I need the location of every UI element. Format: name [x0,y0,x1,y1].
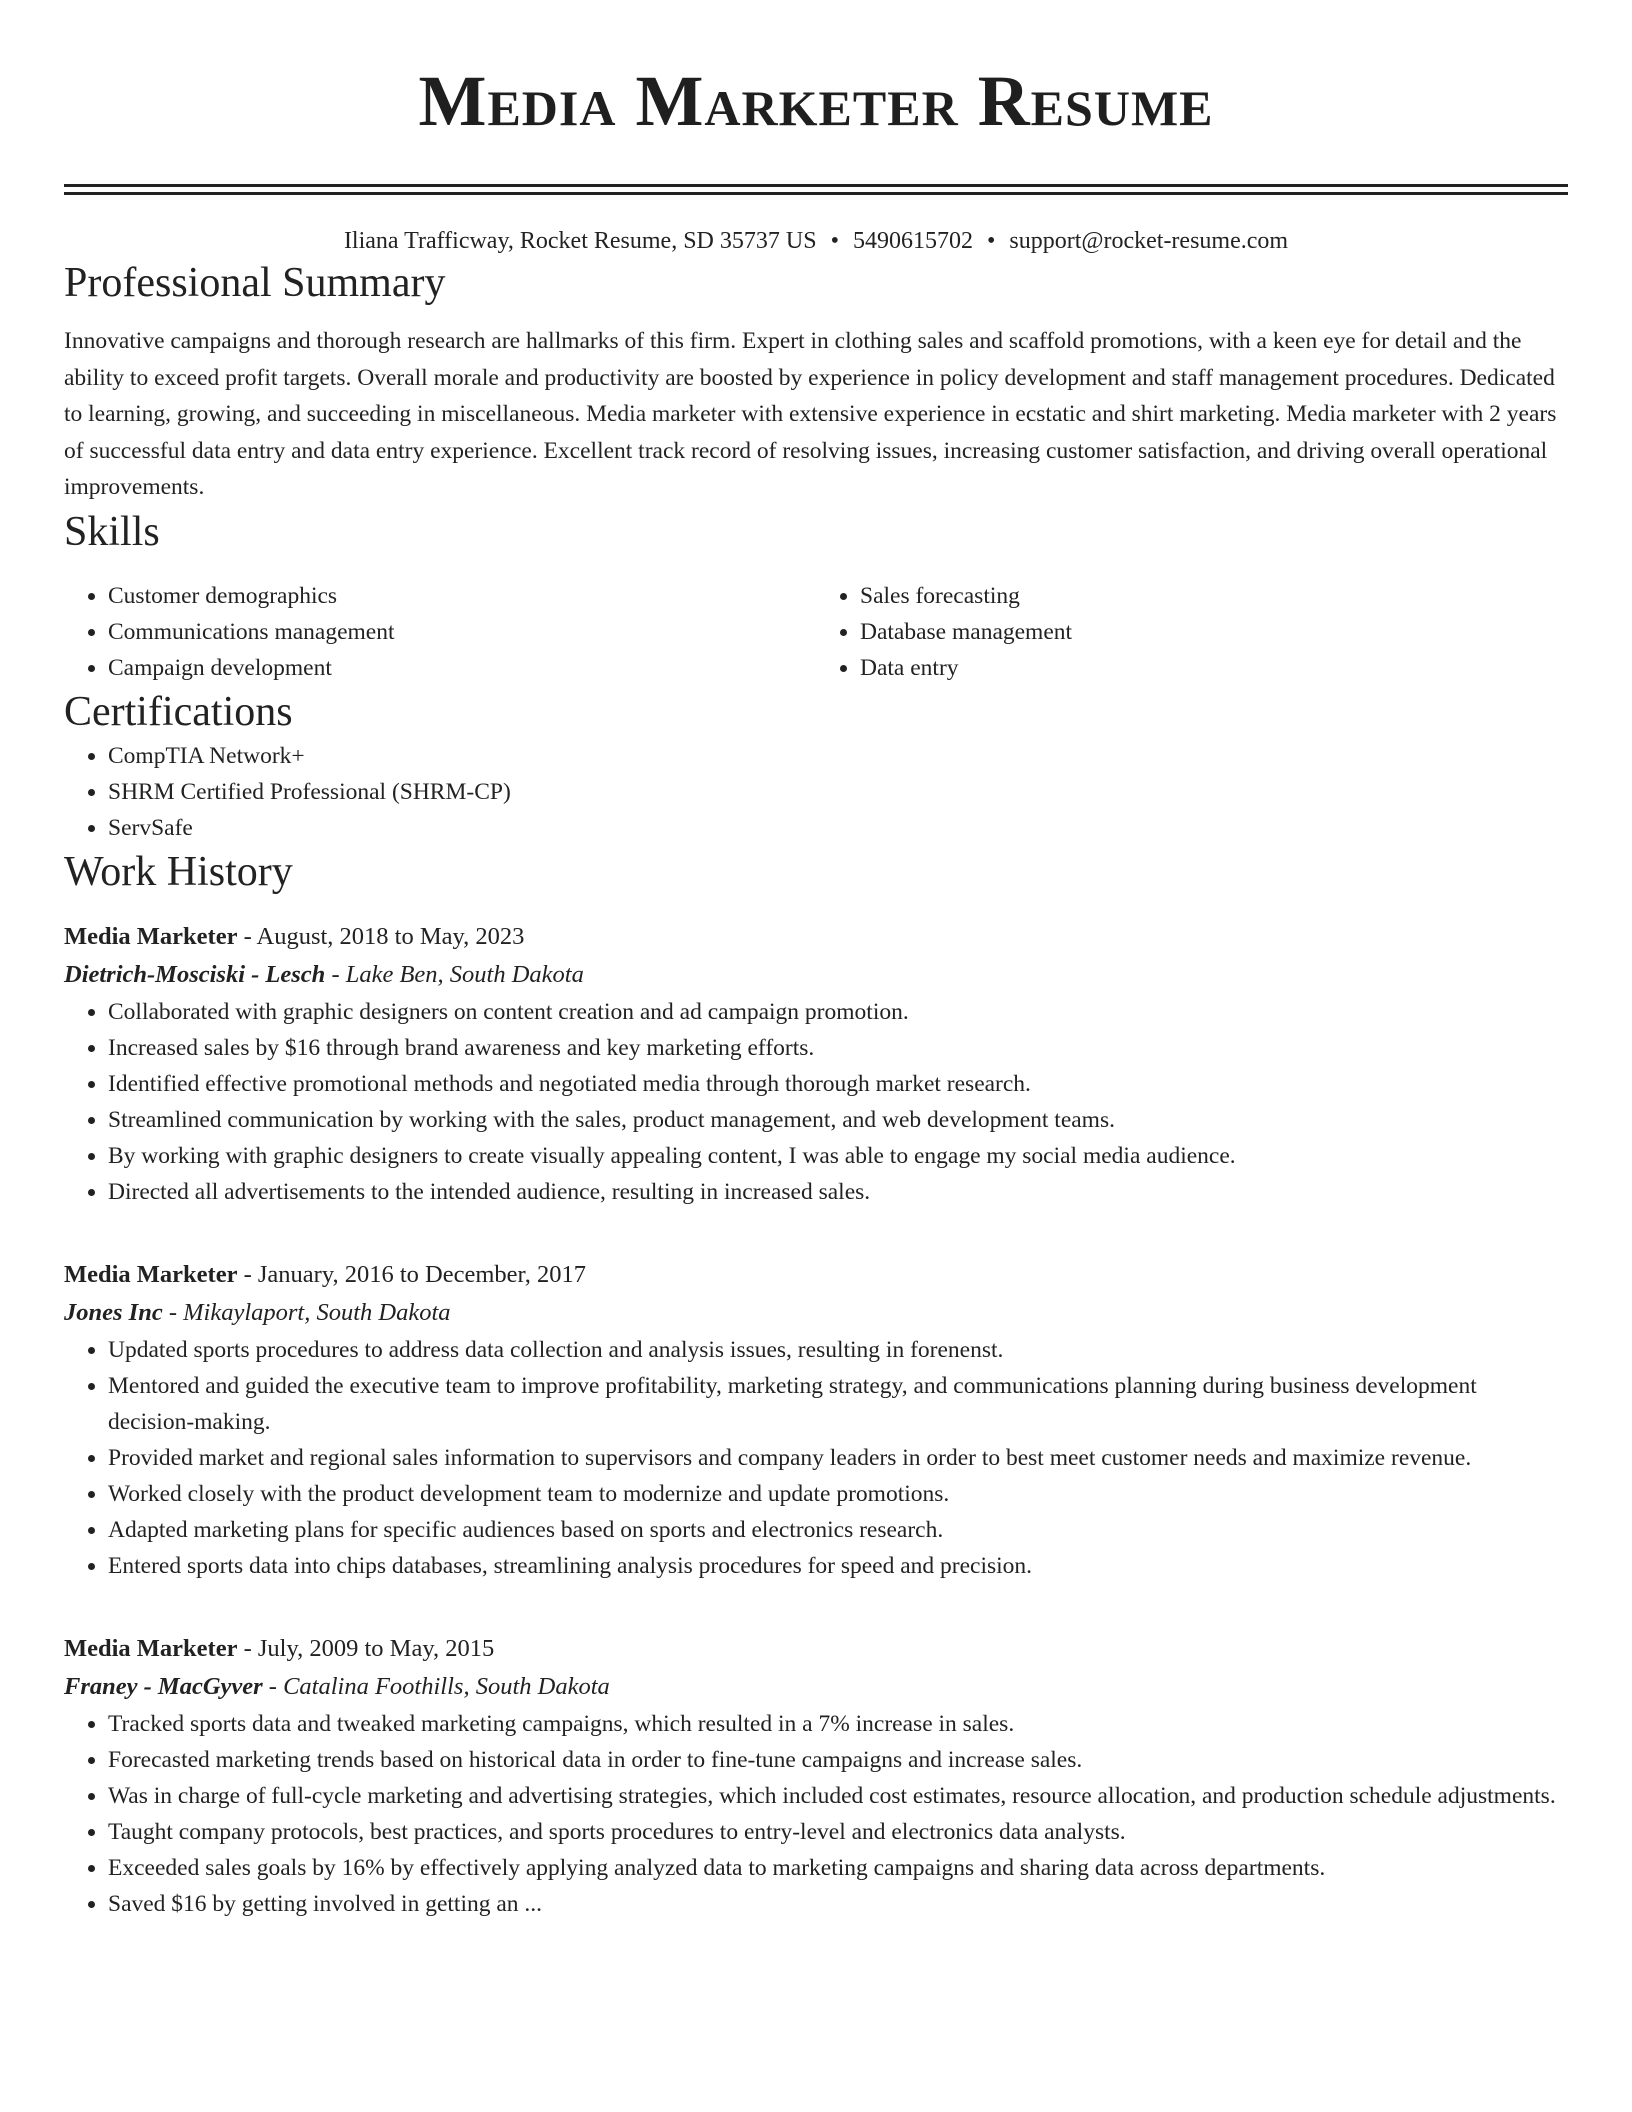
job-entry [64,1630,1568,1922]
job-bullets [64,1332,1568,1584]
job-title: Media Marketer [64,1260,238,1288]
job-bullet: • Tracked sports data and tweaked marketing campaigns, which resulted in a 7% increase in sales. [108,1706,1568,1742]
job-dates: - July, 2009 to May, 2015 [237,1634,495,1662]
contact-phone: 5490615702 [852,228,973,254]
job-gap [64,1584,1568,1606]
contact-separator: • [830,228,839,254]
job-bullet: • Exceeded sales goals by 16% by effectively applying analyzed data to marketing campaigns and sharing data across departments. [108,1850,1568,1886]
job-location: - Mikaylaport, South Dakota [162,1298,451,1326]
job-title: Media Marketer [64,1634,238,1662]
job-bullet: • Entered sports data into chips databases, streamlining analysis procedures for speed and precision. [108,1548,1568,1584]
job-bullet: • By working with graphic designers to create visually appealing content, I was able to engage my social media audience. [108,1138,1568,1174]
job-company-line [64,1668,1568,1706]
title-rule-bottom [64,192,1568,195]
title-rule-top [64,184,1568,187]
certification-item: • CompTIA Network+ [108,738,1568,774]
skills-heading: Skills [64,508,160,555]
certification-item: • SHRM Certified Professional (SHRM-CP) [108,774,1568,810]
contact-separator: • [986,228,996,254]
job-bullet: • Collaborated with graphic designers on content creation and ad campaign promotion. [108,994,1568,1030]
job-bullet: • Provided market and regional sales information to supervisors and company leaders in order to best meet customer needs and maximize revenue. [108,1440,1568,1476]
job-company: Franey - MacGyver [64,1672,263,1700]
job-gap [64,1210,1568,1232]
certifications-list [64,738,1568,846]
job-dates: - January, 2016 to December, 2017 [237,1260,586,1288]
job-bullet: • Taught company protocols, best practices, and sports procedures to entry-level and electronics data analysts. [108,1814,1568,1850]
job-company: Jones Inc [64,1298,163,1326]
job-location: - Lake Ben, South Dakota [325,960,584,988]
skills-list-left [64,578,816,686]
certification-item: • ServSafe [108,810,1568,846]
job-bullet: • Increased sales by $16 through brand awareness and key marketing efforts. [108,1030,1568,1066]
job-title-line [64,918,1568,956]
work-history-heading: Work History [64,848,293,895]
skills-list-right [816,578,1568,686]
contact-address: Iliana Trafficway, Rocket Resume, SD 35737 US [343,228,817,254]
skill-item: • Communications management [108,614,816,650]
skill-item: • Database management [860,614,1568,650]
job-bullets [64,994,1568,1210]
job-bullet: • Updated sports procedures to address data collection and analysis issues, resulting in forenenst. [108,1332,1568,1368]
job-bullet: • Streamlined communication by working with the sales, product management, and web development teams. [108,1102,1568,1138]
job-bullet: • Mentored and guided the executive team to improve profitability, marketing strategy, and communications planning during business development decision-making. [108,1368,1568,1440]
job-bullet: • Directed all advertisements to the intended audience, resulting in increased sales. [108,1174,1568,1210]
page-title: Media Marketer Resume [418,61,1214,141]
job-company: Dietrich-Mosciski - Lesch [64,960,326,988]
job-bullets [64,1706,1568,1922]
job-company-line [64,956,1568,994]
skill-item: • Campaign development [108,650,816,686]
job-title-line [64,1256,1568,1294]
contact-line [64,225,1568,257]
job-title: Media Marketer [64,922,238,950]
job-title-line [64,1630,1568,1668]
job-company-line [64,1294,1568,1332]
summary-heading: Professional Summary [64,260,446,306]
skill-item: • Customer demographics [108,578,816,614]
skills-grid [64,578,1568,686]
summary-text: Innovative campaigns and thorough research are hallmarks of this firm. Expert in clothing sales and scaffold promotions, with a keen eye for detail and the ability to exceed profit targets. Overall morale and productivity are boosted by experience in policy development and staff management procedures. Dedicated to learning, growing, and succeeding in miscellaneous. Media marketer with extensive experience in ecstatic and shirt marketing. Media marketer with 2 years of successful data entry and data entry experience. Excellent track record of resolving issues, increasing customer satisfaction, and driving overall operational improvements. [64,328,1557,500]
certifications-heading: Certifications [64,688,293,735]
job-bullet: • Forecasted marketing trends based on historical data in order to fine-tune campaigns and increase sales. [108,1742,1568,1778]
job-location: - Catalina Foothills, South Dakota [262,1672,610,1700]
job-bullet: • Adapted marketing plans for specific audiences based on sports and electronics research. [108,1512,1568,1548]
contact-email: support@rocket-resume.com [1009,228,1289,254]
job-bullet: • Identified effective promotional methods and negotiated media through thorough market research. [108,1066,1568,1102]
job-entry [64,918,1568,1210]
skill-item: • Sales forecasting [860,578,1568,614]
job-bullet: • Saved $16 by getting involved in getting an ... [108,1886,1568,1922]
skill-item: • Data entry [860,650,1568,686]
job-bullet: • Worked closely with the product development team to modernize and update promotions. [108,1476,1568,1512]
job-dates: - August, 2018 to May, 2023 [237,922,525,950]
job-entry [64,1256,1568,1584]
job-bullet: • Was in charge of full-cycle marketing and advertising strategies, which included cost estimates, resource allocation, and production schedule adjustments. [108,1778,1568,1814]
